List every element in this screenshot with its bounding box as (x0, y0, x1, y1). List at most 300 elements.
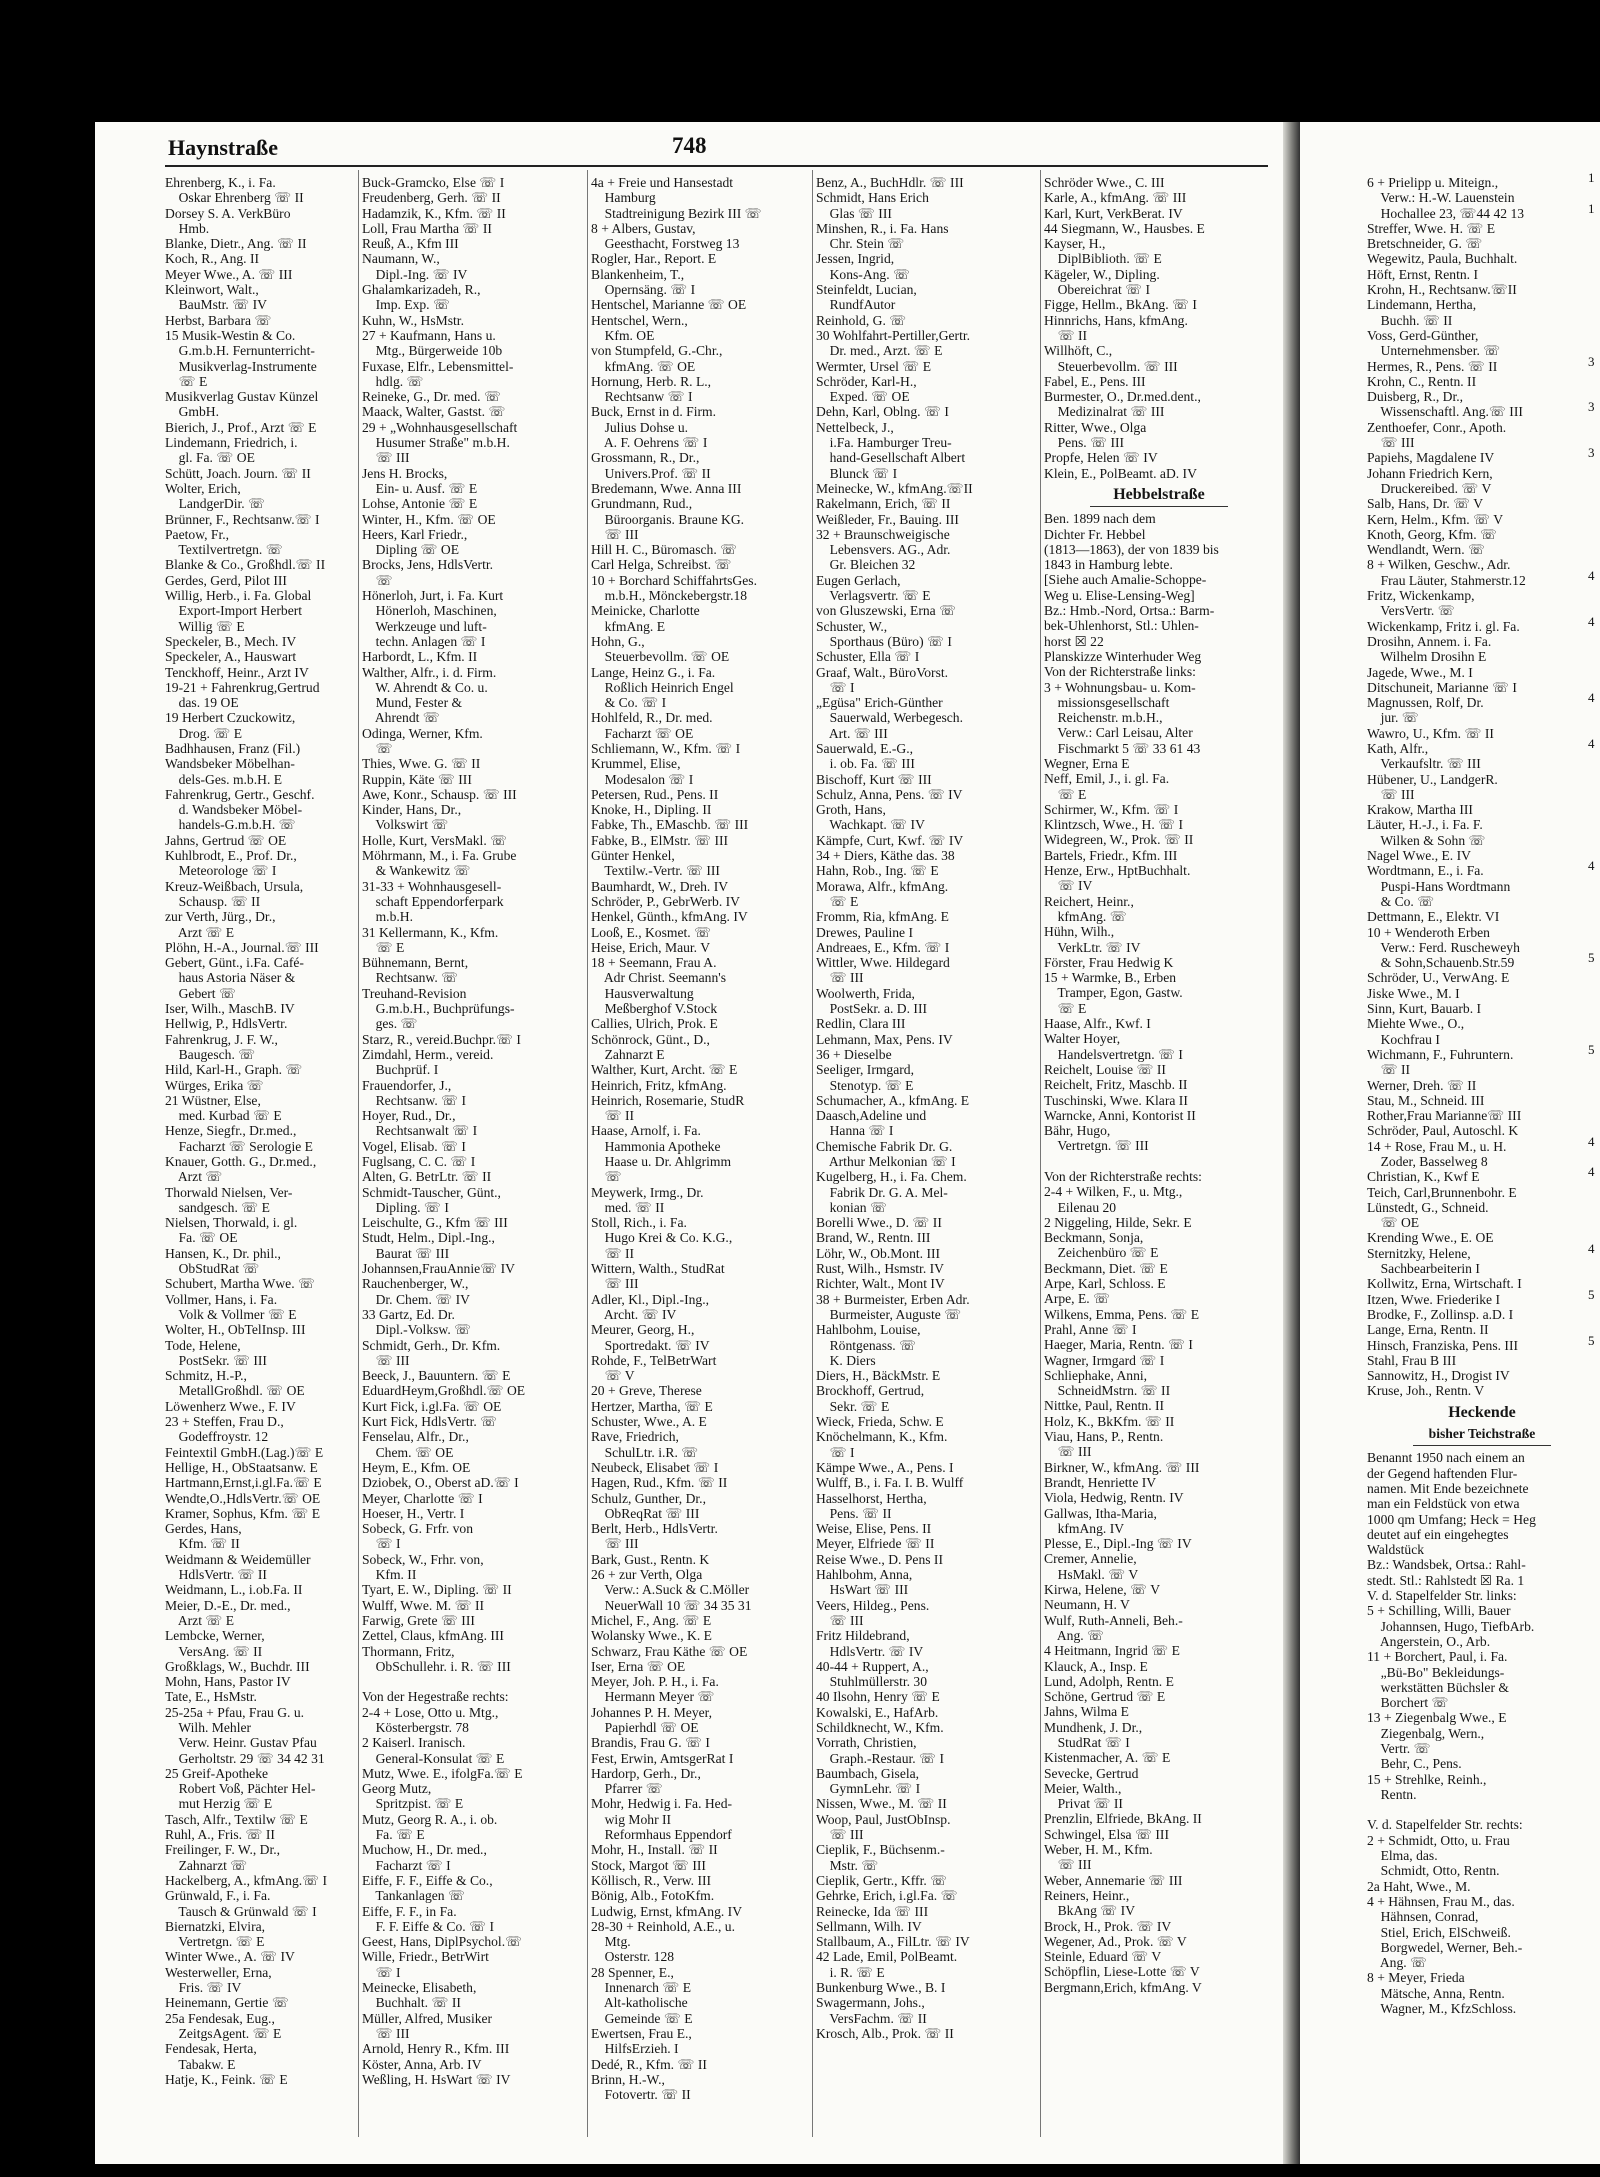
directory-entry: Drosihn, Annem. i. Fa. (1367, 633, 1492, 649)
directory-entry: ☏ I (816, 679, 855, 695)
directory-entry: Sekr. ☏ E (816, 1398, 890, 1414)
edge-number (1588, 660, 1600, 675)
directory-entry: 4 + Hähnsen, Frau M., das. (1367, 1893, 1515, 1909)
directory-entry: Wordtmann, E., i. Fa. (1367, 863, 1484, 879)
directory-entry: 19-21 + Fahrenkrug,Gertrud (165, 679, 320, 695)
directory-entry: Fabke, Th., EMaschb. ☏ III (591, 817, 749, 833)
directory-entry: Lohse, Antonie ☏ E (362, 496, 478, 512)
edge-number (1588, 1088, 1600, 1103)
directory-entry: Treuhand-Revision (362, 985, 467, 1001)
edge-number (1588, 292, 1600, 307)
directory-entry: m.b.H. (362, 909, 413, 925)
directory-entry: Verw.: H.-W. Lauenstein (1367, 190, 1515, 206)
directory-entry: Vogel, Elisab. ☏ I (362, 1138, 466, 1154)
edge-number (1588, 996, 1600, 1011)
directory-entry: Gallwas, Itha-Maria, (1044, 1505, 1157, 1521)
edge-number (1588, 185, 1600, 200)
directory-entry: Wille, Friedr., BetrWirt (362, 1949, 489, 1965)
directory-entry: Heym, E., Kfm. OE (362, 1459, 471, 1475)
directory-entry: ☏ (591, 1169, 622, 1185)
directory-entry: Buchprüf. I (362, 1062, 439, 1078)
directory-entry: Kägeler, W., Dipling. (1044, 266, 1160, 282)
street-section-note-line: Von der Richterstraße links: (1044, 664, 1196, 680)
directory-entry: ObStudRat ☏ (165, 1261, 260, 1277)
directory-entry: Henkel, Günth., kfmAng. IV (591, 909, 748, 925)
directory-entry: Schwarz, Frau Käthe ☏ OE (591, 1643, 748, 1659)
directory-entry: Beckmann, Diet. ☏ E (1044, 1260, 1168, 1276)
directory-entry: m.b.H., Mönckebergstr.18 (591, 588, 748, 604)
directory-entry: ☏ I (816, 1444, 855, 1460)
directory-entry: Lange, Heinz G., i. Fa. (591, 664, 716, 680)
edge-number (1588, 1011, 1600, 1026)
directory-entry: Kuhn, W., HsMstr. (362, 312, 464, 328)
directory-entry: Wagner, Irmgard ☏ I (1044, 1352, 1165, 1368)
directory-entry: 10 + Borchard SchiffahrtsGes. (591, 572, 757, 588)
directory-entry: Wickenkamp, Fritz i. gl. Fa. (1367, 618, 1520, 634)
column-rule (1040, 170, 1041, 2137)
directory-entry: ☏ E (1044, 786, 1087, 802)
directory-entry: Hammonia Apotheke (591, 1138, 721, 1154)
directory-entry: Holle, Kurt, VersMakl. ☏ (362, 832, 508, 848)
directory-entry: Sternitzky, Helene, (1367, 1245, 1471, 1261)
directory-entry: Warncke, Anni, Kontorist II (1044, 1107, 1196, 1123)
directory-entry: Nissen, Wwe., M. ☏ II (816, 1796, 947, 1812)
edge-number: 4 (1588, 613, 1595, 629)
directory-entry: Zenthoefer, Conr., Apoth. (1367, 419, 1507, 435)
directory-entry: Fabke, B., ElMstr. ☏ III (591, 832, 729, 848)
directory-entry: Gerdes, Gerd, Pilot III (165, 572, 287, 588)
street-section-note-line: Waldstück (1367, 1542, 1425, 1558)
directory-entry: Tabakw. E (165, 2056, 236, 2072)
directory-entry: Woop, Paul, JustObInsp. (816, 1811, 951, 1827)
directory-entry: Pens. ☏ II (816, 1505, 892, 1521)
directory-entry: Reinecke, Ida ☏ III (816, 1903, 929, 1919)
directory-entry: 40 Ilsohn, Henry ☏ E (816, 1689, 940, 1705)
directory-entry: Rakelmann, Erich, ☏ II (816, 496, 951, 512)
directory-entry: Schwingel, Elsa ☏ III (1044, 1826, 1169, 1842)
right-page-column (1367, 175, 1597, 2135)
directory-entry: Michel, F., Ang. ☏ E (591, 1612, 712, 1628)
directory-entry: Burmester, O., Dr.med.dent., (1044, 389, 1201, 405)
directory-entry: Adler, Kl., Dipl.-Ing., (591, 1291, 710, 1307)
directory-entry: Haeger, Maria, Rentn. ☏ I (1044, 1337, 1193, 1353)
directory-entry: Groth, Hans, (816, 802, 886, 818)
directory-entry: 20 + Greve, Therese (591, 1383, 702, 1399)
directory-entry: Drewes, Pauline I (816, 924, 914, 940)
directory-entry: Wilkens, Emma, Pens. ☏ E (1044, 1306, 1200, 1322)
directory-entry: VersAng. ☏ II (165, 1643, 263, 1659)
directory-entry: Wawro, U., Kfm. ☏ II (1367, 725, 1494, 741)
directory-entry: Jahns, Gertrud ☏ OE (165, 832, 287, 848)
directory-entry: 34 + Diers, Käthe das. 38 (816, 848, 955, 864)
directory-entry: Harbordt, L., Kfm. II (362, 649, 478, 665)
directory-entry: Wittler, Wwe. Hildegard (816, 955, 950, 971)
directory-entry: ☏ IV (1044, 878, 1093, 894)
directory-entry: ☏ III (1044, 1857, 1092, 1873)
directory-entry: 15 + Warmke, B., Erben (1044, 970, 1177, 986)
directory-entry: Schulz, Anna, Pens. ☏ IV (816, 786, 963, 802)
directory-entry: Loll, Frau Martha ☏ II (362, 220, 492, 236)
directory-entry: ☏ III (816, 1612, 864, 1628)
edge-number (1588, 1302, 1600, 1317)
directory-entry: Bühnemann, Bernt, (362, 955, 469, 971)
directory-entry: Stadtreinigung Bezirk III ☏ (591, 205, 762, 221)
edge-number: 5 (1588, 1332, 1595, 1348)
directory-entry: G.m.b.H. Fernunterricht- (165, 343, 315, 359)
directory-entry: Husumer Straße" m.b.H. (362, 435, 510, 451)
directory-entry: von Stumpfeld, G.-Chr., (591, 343, 723, 359)
edge-number (1588, 705, 1600, 720)
directory-entry: Lembcke, Werner, (165, 1628, 265, 1644)
directory-entry: Vertretgn. ☏ E (165, 1934, 265, 1950)
directory-entry: Hanna ☏ I (816, 1123, 894, 1139)
directory-entry: gl. Fa. ☏ OE (165, 450, 255, 466)
directory-entry: Bredemann, Wwe. Anna III (591, 480, 742, 496)
edge-number (1588, 461, 1600, 476)
directory-entry: Hahlbohm, Louise, (816, 1322, 921, 1338)
directory-entry: Krummel, Elise, (591, 756, 681, 772)
directory-entry: missionsgesellschaft (1044, 694, 1170, 710)
directory-entry: Ditschuneit, Marianne ☏ I (1367, 679, 1517, 695)
directory-entry: Georg Mutz, (362, 1781, 432, 1797)
directory-entry: Export-Import Herbert (165, 603, 303, 619)
directory-entry: Hühn, Wilh., (1044, 924, 1115, 940)
directory-entry: Läuter, H.-J., i. Fa. F. (1367, 817, 1483, 833)
directory-entry: kfmAng. ☏ (1044, 908, 1127, 924)
directory-entry: Willig ☏ E (165, 618, 245, 634)
directory-entry: med. ☏ II (591, 1199, 665, 1215)
page-number: 748 (672, 133, 707, 158)
directory-entry: ges. ☏ (362, 1016, 418, 1032)
directory-entry: Johannsen,FrauAnnie☏ IV (362, 1261, 515, 1277)
directory-entry: HsWart ☏ III (816, 1582, 909, 1598)
directory-entry: Thies, Wwe. G. ☏ II (362, 756, 481, 772)
directory-entry: 42 Lade, Emil, PolBeamt. (816, 1949, 958, 1965)
directory-entry: W. Ahrendt & Co. u. (362, 679, 488, 695)
directory-entry: Wichmann, F., Fuhruntern. (1367, 1046, 1514, 1062)
directory-entry: Robert Voß, Pächter Hel- (165, 1781, 316, 1797)
directory-entry: Fritz, Wickenkamp, (1367, 588, 1475, 604)
directory-entry: Rother,Frau Marianne☏ III (1367, 1108, 1522, 1124)
directory-entry: Hellwig, P., HdlsVertr. (165, 1016, 288, 1032)
directory-entry: Volk & Vollmer ☏ E (165, 1306, 297, 1322)
directory-entry: Fabel, E., Pens. III (1044, 373, 1146, 389)
directory-entry: kfmAng. IV (1044, 1520, 1125, 1536)
directory-entry: Nittke, Paul, Rentn. II (1044, 1398, 1165, 1414)
directory-entry: Dehn, Karl, Oblng. ☏ I (816, 404, 949, 420)
directory-entry: „Bü-Bo" Bekleidungs- (1367, 1664, 1505, 1680)
column-rule (812, 170, 813, 2137)
directory-entry: Art. ☏ III (816, 725, 888, 741)
edge-number (1588, 1149, 1600, 1164)
directory-entry: Stoll, Rich., i. Fa. (591, 1215, 687, 1231)
edge-number (1588, 1118, 1600, 1133)
directory-entry: Von der Richterstraße rechts: (1044, 1169, 1202, 1184)
directory-entry: 28 Spenner, E., (591, 1964, 674, 1980)
directory-entry: Behr, C., Pens. (1367, 1756, 1462, 1772)
directory-entry: Bähr, Hugo, (1044, 1123, 1111, 1139)
edge-number (1588, 231, 1600, 246)
directory-entry: Handelsvertretgn. ☏ I (1044, 1046, 1183, 1062)
directory-entry: Kfm. OE (591, 327, 655, 343)
edge-number: 3 (1588, 353, 1595, 369)
directory-entry: Mohr, Hedwig i. Fa. Hed- (591, 1796, 733, 1812)
directory-entry: Bunkenburg Wwe., B. I (816, 1980, 946, 1996)
directory-entry: PostSekr. ☏ III (165, 1352, 267, 1368)
edge-number (1588, 430, 1600, 445)
directory-entry: Gemeinde ☏ E (591, 2010, 693, 2026)
directory-entry: Lehmann, Max, Pens. IV (816, 1031, 953, 1047)
directory-entry: Dipling. ☏ I (362, 1199, 449, 1215)
directory-entry: Meinecke, Elisabeth, (362, 1980, 477, 1996)
street-section-note-line: (1813—1863), der von 1839 bis (1044, 541, 1219, 557)
edge-number (1588, 1271, 1600, 1286)
directory-entry: ☏ I (362, 1964, 401, 1980)
directory-entry: Dedé, R., Kfm. ☏ II (591, 2056, 707, 2072)
directory-entry: Kowalski, E., HafArb. (816, 1704, 939, 1720)
directory-entry: Arthur Melkonian ☏ I (816, 1154, 956, 1169)
directory-entry: Beeck, J., Bauuntern. ☏ E (362, 1368, 511, 1384)
directory-entry: Kayser, H., (1044, 236, 1106, 252)
directory-entry: Grossmann, R., Dr., (591, 450, 700, 466)
directory-entry: Meier, D.-E., Dr. med., (165, 1597, 291, 1613)
edge-number: 4 (1588, 690, 1595, 706)
directory-entry: jur. ☏ (1367, 710, 1419, 726)
directory-entry: Hinsch, Franziska, Pens. III (1367, 1337, 1519, 1353)
directory-entry: Hentschel, Marianne ☏ OE (591, 297, 747, 313)
edge-number (1588, 308, 1600, 323)
directory-entry: Druckereibed. ☏ V (1367, 480, 1492, 496)
directory-entry: Iser, Wilh., MaschB. IV (165, 1001, 295, 1017)
directory-entry: Zahnarzt ☏ (165, 1857, 248, 1873)
directory-entry: Meurer, Georg, H., (591, 1322, 695, 1338)
directory-entry: Daasch,Adeline und (816, 1108, 927, 1124)
directory-entry: Kuhlbrodt, E., Prof. Dr., (165, 848, 297, 864)
directory-entry: Hoyer, Rud., Dr., (362, 1108, 456, 1124)
directory-entry: Johannsen, Hugo, TiefbArb. (1367, 1618, 1535, 1634)
directory-entry: Tuschinski, Wwe. Klara II (1044, 1092, 1188, 1108)
directory-entry: HdlsVertr. ☏ II (165, 1567, 267, 1583)
directory-entry: Rechtsanwalt ☏ I (362, 1123, 478, 1139)
directory-entry: Prenzlin, Elfriede, BkAng. II (1044, 1811, 1202, 1827)
directory-entry: Hugo Krei & Co. K.G., (591, 1230, 733, 1246)
directory-entry: Tyart, E. W., Dipling. ☏ II (362, 1582, 512, 1598)
directory-entry: Stahl, Frau B III (1367, 1352, 1457, 1368)
directory-entry: Miehte Wwe., O., (1367, 1016, 1465, 1032)
directory-entry: 32 + Braunschweigische (816, 526, 950, 542)
directory-entry: Reinhold, G. ☏ (816, 312, 907, 328)
street-section-note-line: Bz.: Wandsbek, Ortsa.: Rahl- (1367, 1557, 1526, 1573)
directory-entry: Mund, Fester & (362, 695, 463, 711)
directory-entry: EduardHeym,Großhdl.☏ OE (362, 1383, 526, 1399)
directory-entry: Vollmer, Hans, i. Fa. (165, 1291, 278, 1307)
directory-entry: Propfe, Helen ☏ IV (1044, 450, 1158, 466)
directory-entry: GymnLehr. ☏ I (816, 1781, 921, 1797)
edge-number (1588, 812, 1600, 827)
directory-entry: Wendte,O.,HdlsVertr.☏ OE (165, 1490, 321, 1506)
edge-number (1588, 522, 1600, 537)
directory-entry: Mundhenk, J. Dr., (1044, 1719, 1143, 1735)
street-section-note-line: der Gegend haftenden Flur- (1367, 1465, 1518, 1481)
edge-number: 4 (1588, 858, 1595, 874)
directory-entry: Cieplik, F., Büchsenm.- (816, 1842, 945, 1858)
directory-entry: Hatje, K., Feink. ☏ E (165, 2071, 288, 2087)
directory-entry: ☏ III (591, 1536, 639, 1552)
directory-entry: Sauerwald, E.-G., (816, 740, 914, 756)
directory-entry: Ziegenbalg, Wern., (1367, 1725, 1485, 1741)
directory-entry: Reichert, Heinr., (1044, 893, 1134, 909)
directory-entry: Mtg., Bürgerweide 10b (362, 343, 503, 359)
edge-number (1588, 1103, 1600, 1118)
directory-entry: Kons-Ang. ☏ (816, 266, 911, 282)
directory-entry: Voss, Gerd-Günther, (1367, 327, 1479, 343)
directory-entry: BauMstr. ☏ IV (165, 297, 267, 313)
directory-entry: 2 Kaiserl. Iranisch. (362, 1735, 466, 1751)
directory-entry: Schröder, U., VerwAng. E (1367, 970, 1510, 986)
directory-entry: Hohlfeld, R., Dr. med. (591, 710, 713, 726)
directory-entry: Rechtsanw. ☏ (362, 970, 459, 986)
directory-entry: Sportredakt. ☏ IV (591, 1337, 710, 1353)
directory-entry: Stiel, Erich, ElSchweiß. (1367, 1924, 1511, 1940)
directory-entry: Maack, Walter, Gastst. ☏ (362, 404, 506, 420)
directory-entry: 33 Gartz, Ed. Dr. (362, 1306, 455, 1322)
directory-entry: Höft, Ernst, Rentn. I (1367, 266, 1479, 282)
directory-entry: Frauendorfer, J., (362, 1077, 452, 1093)
edge-number: 4 (1588, 1133, 1595, 1149)
directory-entry: 11 + Borchert, Paul, i. Fa. (1367, 1649, 1508, 1665)
directory-entry: Schröder, Karl-H., (816, 373, 917, 389)
directory-entry: Wieck, Frieda, Schw. E (816, 1414, 944, 1430)
directory-entry: Würges, Erika ☏ (165, 1077, 264, 1093)
directory-entry: 2-4 + Lose, Otto u. Mtg., (362, 1704, 499, 1720)
street-section-subtitle: bisher Teichstraße (1428, 1426, 1536, 1442)
directory-entry: Bischoff, Kurt ☏ III (816, 771, 932, 787)
right-page-edge-numbers (1588, 170, 1600, 1348)
directory-entry: Fromm, Ria, kfmAng. E (816, 909, 949, 925)
edge-number (1588, 751, 1600, 766)
directory-entry: 44 Siegmann, W., Hausbes. E (1044, 220, 1205, 236)
directory-entry: Brand, W., Rentn. III (816, 1230, 931, 1246)
directory-entry: Vertretgn. ☏ III (1044, 1138, 1149, 1154)
street-section-note-line: stedt. Stl.: Rahlstedt ☒ Ra. 1 (1367, 1572, 1525, 1588)
directory-entry: Jens H. Brocks, (362, 465, 448, 481)
directory-entry: Meyer, Charlotte ☏ I (362, 1490, 483, 1506)
directory-entry: Mohr, H., Install. ☏ II (591, 1842, 718, 1858)
edge-number (1588, 507, 1600, 522)
directory-entry: kfmAng. ☏ OE (591, 358, 696, 374)
directory-entry: Wilhelm Drosihn E (1367, 649, 1487, 665)
edge-number (1588, 874, 1600, 889)
directory-entry: Mutz, Wwe. E., ifolgFa.☏ E (362, 1765, 523, 1781)
directory-entry: Sachbearbeiterin I (1367, 1261, 1480, 1277)
directory-entry: Bartels, Friedr., Kfm. III (1044, 847, 1178, 863)
directory-entry: Rohde, F., TelBetrWart (591, 1352, 717, 1368)
directory-entry: Schönrock, Günt., D., (591, 1031, 710, 1047)
directory-entry: Kämpfe, Curt, Kwf. ☏ IV (816, 832, 964, 848)
directory-entry: Schliephake, Anni, (1044, 1367, 1148, 1383)
directory-entry: Weber, Annemarie ☏ III (1044, 1872, 1183, 1888)
directory-entry: Swagermann, Johs., (816, 1995, 925, 2011)
directory-entry: Elma, das. (1367, 1848, 1438, 1864)
directory-entry: Wulff, Wwe. M. ☏ II (362, 1597, 485, 1613)
directory-entry: Gehrke, Erich, i.gl.Fa. ☏ (816, 1888, 958, 1904)
directory-entry: Badhhausen, Franz (Fil.) (165, 740, 301, 756)
directory-entry: Duisberg, R., Dr., (1367, 389, 1464, 405)
directory-entry: Zimdahl, Herm., vereid. (362, 1046, 494, 1062)
directory-entry: Hahn, Rob., Ing. ☏ E (816, 863, 939, 879)
directory-entry: Arzt ☏ (165, 1169, 223, 1185)
edge-number (1588, 552, 1600, 567)
directory-entry: Facharzt ☏ I (362, 1857, 451, 1873)
directory-entry: Willig, Herb., i. Fa. Global (165, 588, 312, 604)
directory-entry: Looß, E., Kosmet. ☏ (591, 924, 712, 940)
directory-entry: Eugen Gerlach, (816, 572, 901, 588)
directory-entry: Starz, R., vereid.Buchpr.☏ I (362, 1031, 521, 1047)
edge-number (1588, 216, 1600, 231)
directory-entry: 25 Greif-Apotheke (165, 1765, 269, 1781)
edge-number: 4 (1588, 1240, 1595, 1256)
directory-entry: ☏ III (362, 450, 410, 466)
directory-entry: Opernsäng. ☏ I (591, 282, 696, 298)
directory-entry: Sporthaus (Büro) ☏ I (816, 633, 952, 649)
directory-entry: Tate, E., HsMstr. (165, 1689, 257, 1705)
directory-entry: Krohn, H., Rechtsanw.☏II (1367, 282, 1517, 298)
directory-entry: 4 Heitmann, Ingrid ☏ E (1044, 1643, 1180, 1659)
directory-entry: Günter Henkel, (591, 848, 675, 864)
directory-entry: Gerholtstr. 29 ☏ 34 42 31 (165, 1750, 325, 1766)
directory-entry: Zoder, Basselweg 8 (1367, 1154, 1488, 1169)
directory-entry: General-Konsulat ☏ E (362, 1750, 505, 1766)
directory-entry: BkAng ☏ IV (1044, 1903, 1136, 1919)
street-section-note-line: bek-Uhlenhorst, Stl.: Uhlen- (1044, 618, 1199, 634)
edge-number: 3 (1588, 399, 1595, 415)
directory-entry: 36 + Dieselbe (816, 1046, 892, 1062)
edge-number (1588, 1180, 1600, 1195)
directory-entry: Westerweller, Erna, (165, 1964, 272, 1980)
directory-entry: Grünwald, F., i. Fa. (165, 1888, 271, 1904)
directory-entry: Rogler, Har., Report. E (591, 251, 717, 267)
directory-entry: Wandsbeker Möbelhan- (165, 756, 295, 772)
directory-entry: „Egüsa" Erich-Günther (816, 695, 943, 711)
directory-entry: Petersen, Rud., Pens. II (591, 786, 719, 802)
directory-entry: Hornung, Herb. R. L., (591, 373, 712, 389)
directory-entry: Rust, Wilh., Hsmstr. IV (816, 1261, 944, 1277)
directory-entry: Verlagsvertr. ☏ E (816, 588, 931, 604)
directory-entry: Berlt, Herb., HdlsVertr. (591, 1521, 718, 1537)
directory-entry: Pfarrer ☏ (591, 1781, 663, 1797)
directory-entry: Von der Hegestraße rechts: (362, 1689, 509, 1705)
directory-entry: Wendlandt, Wern. ☏ (1367, 542, 1485, 558)
street-section-note-line: horst ☒ 22 (1044, 633, 1104, 649)
directory-entry: Iser, Erna ☏ OE (591, 1658, 686, 1674)
directory-entry: Drog. ☏ E (165, 725, 243, 741)
directory-entry: Streffer, Wwe. H. ☏ E (1367, 220, 1496, 236)
directory-entry: hand-Gesellschaft Albert (816, 450, 966, 466)
running-head-street: Haynstraße (168, 135, 278, 160)
directory-entry: Gebert, Günt., i.Fa. Café- (165, 955, 304, 971)
directory-entry: Glas ☏ III (816, 205, 892, 221)
directory-entry: Klein, E., PolBeamt. aD. IV (1044, 465, 1197, 481)
directory-entry: Steuerbevollm. ☏ OE (591, 649, 730, 665)
directory-entry: Rauchenberger, W., (362, 1276, 469, 1292)
directory-entry: Beckmann, Sonja, (1044, 1230, 1144, 1246)
directory-entry: Wolter, H., ObTelInsp. III (165, 1322, 306, 1338)
directory-entry: 14 + Rose, Frau M., u. H. (1367, 1138, 1507, 1154)
edge-number (1588, 369, 1600, 384)
directory-entry: 2a Haht, Wwe., M. (1367, 1878, 1471, 1894)
directory-entry: Freilinger, F. W., Dr., (165, 1842, 281, 1858)
street-section-note-line: Weg u. Elise-Lensing-Weg] (1044, 587, 1195, 603)
